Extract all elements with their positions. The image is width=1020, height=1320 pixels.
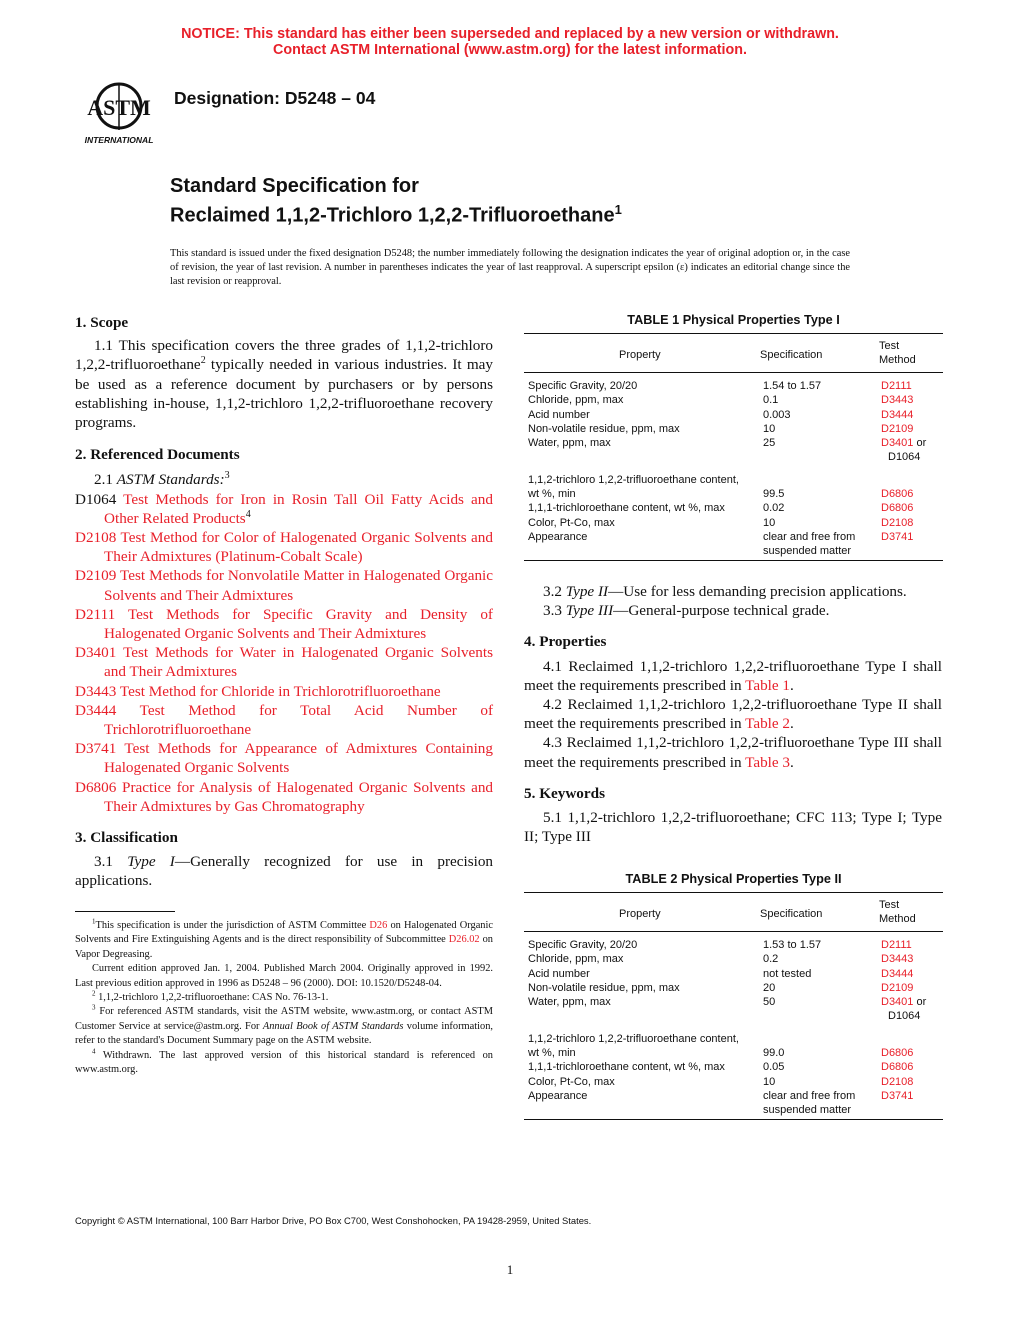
reference-code[interactable]: D3443: [75, 682, 117, 700]
cell-method: [881, 1089, 943, 1103]
cell-specification: 10: [763, 1075, 776, 1088]
cell-specification: 0.1: [763, 394, 779, 407]
table-row: [524, 938, 943, 952]
cell-specification: 20: [763, 981, 776, 994]
reference-link[interactable]: Test Methods for Specific Gravity and Density of Halogenated Organic Solvents and Their Admixtures: [104, 605, 493, 643]
cell-specification: 0.003: [763, 408, 791, 421]
cell-method: [881, 379, 943, 393]
method-text: D1064: [888, 1010, 921, 1023]
scope-footnote-marker: 2: [200, 355, 206, 367]
method-link[interactable]: D2109: [881, 422, 914, 435]
cell-method: [881, 938, 943, 952]
table-row-continued: [524, 1009, 943, 1023]
table-row: [524, 408, 943, 422]
cell-property: Non-volatile residue, ppm, max: [528, 981, 680, 994]
fn4-text: Withdrawn. The last approved version of this historical standard is referenced on www.astm.org.: [75, 1049, 493, 1076]
reference-code: D1064: [75, 490, 117, 508]
table-row-continued: [524, 450, 943, 464]
cell-specification: 1.53 to 1.57: [763, 939, 822, 951]
cell-property: Appearance: [528, 530, 588, 543]
logo-subtitle: INTERNATIONAL: [84, 135, 154, 145]
reference-link[interactable]: Test Method for Color of Halogenated Organic Solvents and Their Admixtures (Platinum-Cobalt Scale): [104, 529, 493, 566]
cell-property: Appearance: [528, 1089, 588, 1102]
fn4-marker: 4: [92, 1047, 96, 1056]
footnote-2: [75, 991, 493, 1005]
referenced-intro: [75, 470, 493, 489]
table-2-body: [524, 932, 943, 1120]
prop42-text: 4.2 Reclaimed 1,1,2-trichloro 1,2,2-trifluoroethane Type II shall meet the requirements prescribed in: [524, 696, 942, 733]
cell-property: Specific Gravity, 20/20: [528, 380, 638, 392]
footnote-1: [75, 919, 493, 962]
method-link[interactable]: D3401: [881, 996, 914, 1009]
cell-specification: [763, 1032, 881, 1046]
referenced-intro-num: 2.1: [94, 471, 117, 489]
cell-specification: 10: [763, 516, 776, 529]
designation: Designation: D5248 – 04: [174, 88, 376, 108]
table-row: [524, 379, 943, 393]
table-row: [524, 487, 943, 501]
reference-link[interactable]: Test Methods for Appearance of Admixtures Containing Halogenated Organic Solvents: [104, 740, 493, 777]
cell-method: [881, 436, 943, 450]
reference-item: [75, 778, 493, 816]
reference-code[interactable]: D2111: [75, 605, 116, 623]
fn1-marker: 1: [92, 917, 96, 926]
cell-property: wt %, min: [528, 488, 576, 501]
astm-logo: [78, 78, 160, 148]
cell-property: Color, Pt-Co, max: [528, 1075, 615, 1088]
cell-method: [881, 487, 943, 501]
header-specification: Specification: [760, 349, 823, 361]
table-1-link[interactable]: Table 1: [745, 676, 791, 694]
table-1-body: [524, 373, 943, 561]
referenced-heading: 2. Referenced Documents: [75, 446, 240, 464]
header-method-1: Test: [879, 340, 900, 352]
fn1-link-d2602[interactable]: D26.02: [448, 934, 480, 946]
cell-empty: [763, 1009, 881, 1023]
reference-code[interactable]: D2109: [75, 567, 117, 585]
reference-code[interactable]: D3401: [75, 644, 117, 662]
keywords-heading: 5. Keywords: [524, 784, 605, 802]
reference-item: [75, 739, 493, 777]
type3-num: 3.3: [543, 602, 566, 620]
cell-method: [881, 1075, 943, 1089]
row-gap: [524, 465, 943, 473]
fn3-italic: Annual Book of ASTM Standards: [262, 1020, 404, 1032]
table-3-link[interactable]: Table 3: [745, 753, 791, 771]
cell-specification: 0.05: [763, 1061, 785, 1074]
cell-specification: not tested: [763, 967, 812, 980]
method-link[interactable]: D3443: [881, 394, 914, 407]
reference-link[interactable]: Test Method for Total Acid Number of Trichlorotrifluoroethane: [104, 701, 493, 739]
type1-text: —Generally recognized for use in precision applications.: [75, 853, 494, 890]
table-row: [524, 1103, 943, 1117]
table-row: [524, 952, 943, 966]
row-gap: [524, 1024, 943, 1032]
cell-method: [881, 501, 943, 515]
method-link[interactable]: D6806: [881, 1047, 914, 1060]
cell-property: Chloride, ppm, max: [528, 953, 624, 966]
cell-empty: [524, 450, 763, 464]
table-row: [524, 995, 943, 1009]
header-property: Property: [619, 908, 661, 920]
table-row: [524, 1075, 943, 1089]
cell-specification: [763, 473, 881, 487]
footnotes: [75, 919, 493, 1077]
footnote-divider: [75, 911, 175, 912]
reference-link[interactable]: Test Method for Chloride in Trichlorotrifluoroethane: [119, 682, 441, 700]
type2-text: —Use for less demanding precision applications.: [608, 583, 907, 600]
table-row: [524, 473, 943, 487]
reference-link[interactable]: Test Methods for Iron in Rosin Tall Oil Fatty Acids and Other Related Products: [104, 490, 493, 527]
method-link[interactable]: D6806: [881, 502, 914, 515]
cell-property: Acid number: [528, 408, 590, 421]
referenced-intro-italic: ASTM Standards:: [116, 471, 225, 489]
cell-method: [881, 1009, 943, 1023]
table-row: [524, 436, 943, 450]
type3-label: Type III: [565, 602, 614, 620]
table-row: [524, 393, 943, 407]
cell-method: [881, 408, 943, 422]
type2-num: 3.2: [543, 583, 566, 600]
cell-method: [881, 544, 943, 558]
cell-specification: 0.2: [763, 953, 779, 966]
table-row: [524, 1089, 943, 1103]
reference-code[interactable]: D3444: [75, 701, 117, 719]
cell-specification: 99.5: [763, 488, 785, 501]
type3-text: —General-purpose technical grade.: [613, 602, 830, 620]
header-method-2: Method: [879, 354, 916, 366]
copyright: Copyright © ASTM International, 100 Barr Harbor Drive, PO Box C700, West Conshohocken, PA 19428-2959, United States.: [75, 1215, 592, 1226]
reference-item: [75, 528, 493, 566]
fn2-text: 1,1,2-trichloro 1,2,2-trifluoroethane: CAS No. 76-13-1.: [95, 992, 329, 1004]
cell-empty: [524, 1009, 763, 1023]
classification-heading: 3. Classification: [75, 829, 178, 847]
prop43-period: .: [790, 753, 794, 771]
table-2-link[interactable]: Table 2: [745, 715, 791, 733]
cell-method: [881, 1060, 943, 1074]
header-method-2: Method: [879, 913, 916, 925]
left-column: [75, 313, 493, 891]
cell-method: [881, 1032, 943, 1046]
cell-method: [881, 422, 943, 436]
notice-banner: [0, 26, 1020, 58]
table-row: [524, 516, 943, 530]
cell-specification: suspended matter: [763, 545, 852, 558]
method-link[interactable]: D3444: [881, 967, 914, 980]
cell-specification: 25: [763, 437, 776, 450]
table-row: [524, 1032, 943, 1046]
method-suffix: or: [913, 996, 927, 1009]
method-link[interactable]: D6806: [881, 488, 914, 501]
prop42-period: .: [790, 715, 794, 733]
cell-specification: 10: [763, 422, 776, 435]
cell-method: [881, 393, 943, 407]
scope-text-b: typically needed in various industries. It may be used as a reference document by purchasers or by persons establishing in-house, 1,1,2-trichloro 1,2,2-trifluoroethane recovery programs.: [75, 356, 493, 432]
table-row: [524, 501, 943, 515]
method-link[interactable]: D3443: [881, 953, 914, 966]
reference-item: [75, 682, 493, 701]
cell-property: [524, 1103, 763, 1117]
method-link[interactable]: D3741: [881, 1089, 914, 1102]
table-row: [524, 422, 943, 436]
prop43-text: 4.3 Reclaimed 1,1,2-trichloro 1,2,2-trifluoroethane Type III shall meet the requirements prescribed in: [524, 734, 942, 771]
table-2: [524, 872, 943, 1120]
cell-method: [881, 1046, 943, 1060]
cell-property: 1,1,1-trichloroethane content, wt %, max: [528, 502, 725, 515]
fn1-link-d26[interactable]: D26: [369, 920, 388, 931]
reference-link[interactable]: Practice for Analysis of Halogenated Organic Solvents and Their Admixtures by Gas Chromatography: [104, 778, 494, 815]
table-row: [524, 544, 943, 558]
cell-property: Specific Gravity, 20/20: [528, 939, 638, 951]
cell-method: [881, 1103, 943, 1117]
reference-item: [75, 605, 493, 643]
table-row: [524, 1046, 943, 1060]
method-link[interactable]: D3741: [881, 530, 914, 543]
classification-type-1: [75, 852, 493, 890]
method-link[interactable]: D2111: [881, 939, 912, 951]
scope-paragraph: [75, 336, 493, 432]
properties-heading: 4. Properties: [524, 633, 607, 651]
cell-method: [881, 530, 943, 544]
reference-item: [75, 701, 493, 739]
notice-line-2: Contact ASTM International (www.astm.org) for the latest information.: [273, 42, 747, 58]
referenced-intro-sup: 3: [224, 470, 230, 482]
fn1-text-b: on Halogenated Organic Solvents and Fire Extinguishing Agents and is the direct responsibility of Subcommittee: [75, 920, 493, 946]
prop41-period: .: [790, 676, 794, 694]
footnote-1-edition: Current edition approved Jan. 1, 2004. Published March 2004. Originally approved in 1992. Last previous edition approved in 1996 as D5248 – 96 (2000). DOI: 10.1520/D5248-04.: [75, 963, 493, 989]
classification-type-2: [524, 582, 942, 601]
header-property: Property: [619, 349, 661, 361]
notice-line-1: NOTICE: This standard has either been superseded and replaced by a new version or withdrawn.: [181, 26, 839, 42]
table-row: [524, 530, 943, 544]
fn1-text-a: This specification is under the jurisdiction of ASTM Committee: [95, 920, 370, 931]
properties-4-3: [524, 733, 942, 771]
cell-method: [881, 450, 943, 464]
cell-specification: clear and free from: [763, 530, 856, 543]
cell-property: Color, Pt-Co, max: [528, 516, 615, 529]
keywords-text: 5.1 1,1,2-trichloro 1,2,2-trifluoroethane; CFC 113; Type I; Type II; Type III: [524, 809, 942, 846]
table-1-header: [524, 333, 943, 373]
cell-specification: 99.0: [763, 1047, 785, 1060]
title-line-1: Standard Specification for: [170, 175, 419, 197]
method-suffix: or: [913, 437, 927, 450]
cell-specification: clear and free from: [763, 1089, 856, 1102]
referenced-list: [75, 490, 493, 816]
reference-link[interactable]: Test Methods for Nonvolatile Matter in Halogenated Organic Solvents and Their Admixtures: [104, 567, 493, 604]
cell-method: [881, 473, 943, 487]
cell-empty: [763, 450, 881, 464]
cell-property: wt %, min: [528, 1047, 576, 1060]
scope-heading: 1. Scope: [75, 314, 129, 331]
method-link[interactable]: D3444: [881, 408, 914, 421]
properties-4-2: [524, 695, 942, 733]
cell-property: 1,1,2-trichloro 1,2,2-trifluoroethane content,: [528, 473, 739, 486]
fn3-text-a: For referenced ASTM standards, visit the ASTM website, www.astm.org, or contact ASTM Customer Service at service@astm.org. For: [75, 1006, 493, 1032]
cell-method: [881, 981, 943, 995]
cell-specification: 0.02: [763, 502, 785, 515]
table-1: [524, 313, 943, 561]
type1-num: 3.1: [94, 853, 128, 871]
fn1-text-c: on Vapor Degreasing.: [75, 934, 493, 960]
cell-method: [881, 516, 943, 530]
cell-property: [524, 544, 763, 558]
title-line-2: Reclaimed 1,1,2-Trichloro 1,2,2-Trifluoroethane: [170, 204, 615, 227]
method-link[interactable]: D3401: [881, 437, 914, 450]
method-link[interactable]: D2108: [881, 516, 914, 529]
footnote-4: [75, 1049, 493, 1078]
cell-method: [881, 967, 943, 981]
classification-type-3: [524, 601, 942, 620]
cell-property: Non-volatile residue, ppm, max: [528, 422, 680, 435]
reference-item: [75, 643, 493, 681]
table-2-header: [524, 892, 943, 932]
properties-4-1: [524, 657, 942, 695]
method-text: D1064: [888, 451, 921, 464]
table-1-caption: TABLE 1 Physical Properties Type I: [627, 313, 840, 327]
reference-link[interactable]: Test Methods for Water in Halogenated Organic Solvents and Their Admixtures: [104, 644, 493, 681]
cell-property: Water, ppm, max: [528, 437, 611, 450]
table-row: [524, 1060, 943, 1074]
table-row: [524, 981, 943, 995]
reference-code[interactable]: D3741: [75, 740, 117, 758]
right-column: [524, 582, 942, 846]
cell-property: Acid number: [528, 967, 590, 980]
cell-property: Chloride, ppm, max: [528, 394, 624, 407]
cell-property: Water, ppm, max: [528, 996, 611, 1009]
table-2-caption: TABLE 2 Physical Properties Type II: [625, 872, 842, 886]
cell-method: [881, 952, 943, 966]
logo-text: ASTM: [87, 95, 151, 120]
page-title: [170, 174, 622, 228]
reference-code[interactable]: D2108: [75, 529, 117, 547]
scope-text-a: 1.1 This specification covers the three grades of 1,1,2-trichloro 1,2,2-trifluoroethane: [75, 337, 493, 374]
method-link[interactable]: D2109: [881, 981, 914, 994]
page-number: 1: [506, 1262, 514, 1277]
table-row: [524, 967, 943, 981]
method-link[interactable]: D2108: [881, 1075, 914, 1088]
fn3-marker: 3: [92, 1003, 96, 1012]
preamble: This standard is issued under the fixed designation D5248; the number immediately following the designation indicates the year of original adoption or, in the case of revision, the year of last revision. A number in parentheses indicates the year of last reapproval. A superscript epsilon (ε) indicates an editorial change since the last revision or reapproval.: [170, 248, 850, 287]
fn2-marker: 2: [92, 989, 96, 998]
type2-label: Type II: [565, 583, 609, 600]
method-link[interactable]: D6806: [881, 1061, 914, 1074]
cell-method: [881, 995, 943, 1009]
header-method-1: Test: [879, 899, 900, 911]
reference-item: [75, 490, 493, 528]
header-specification: Specification: [760, 908, 823, 920]
title-footnote-marker: 1: [614, 202, 622, 217]
cell-property: 1,1,1-trichloroethane content, wt %, max: [528, 1061, 725, 1074]
footnote-3: [75, 1005, 493, 1048]
prop41-text: 4.1 Reclaimed 1,1,2-trichloro 1,2,2-trifluoroethane Type I shall meet the requirements prescribed in: [524, 657, 942, 694]
method-link[interactable]: D2111: [881, 380, 912, 392]
cell-specification: suspended matter: [763, 1104, 852, 1117]
reference-code[interactable]: D6806: [75, 778, 117, 796]
type1-label: Type I: [127, 853, 175, 871]
fn3-text-b: volume information, refer to the standard's Document Summary page on the ASTM website.: [75, 1020, 493, 1047]
cell-property: 1,1,2-trichloro 1,2,2-trifluoroethane content,: [528, 1032, 739, 1045]
reference-sup: 4: [245, 508, 251, 520]
reference-item: [75, 566, 493, 604]
cell-specification: 1.54 to 1.57: [763, 380, 822, 392]
cell-specification: 50: [763, 996, 776, 1009]
